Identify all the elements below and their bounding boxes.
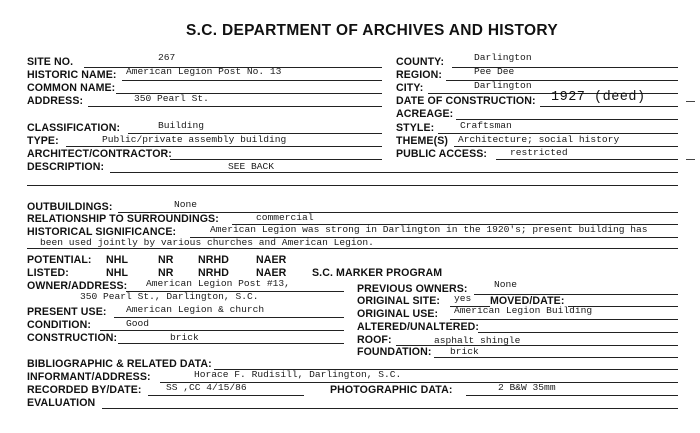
potential-label: POTENTIAL:: [27, 254, 92, 266]
bibliographic-label: BIBLIOGRAPHIC & RELATED DATA:: [27, 358, 212, 370]
condition-value: Good: [126, 318, 150, 329]
description-label: DESCRIPTION:: [27, 161, 105, 173]
site-no-value: 267: [158, 52, 176, 63]
historic-name-line: [122, 80, 382, 81]
listed-nhl: NHL: [106, 267, 129, 279]
previous-owners-label: PREVIOUS OWNERS:: [357, 283, 468, 295]
roof-value: asphalt shingle: [434, 335, 521, 346]
historic-name-label: HISTORIC NAME:: [27, 69, 117, 81]
owner-address-label: OWNER/ADDRESS:: [27, 280, 128, 292]
relationship-value: commercial: [256, 212, 314, 223]
informant-label: INFORMANT/ADDRESS:: [27, 371, 151, 383]
original-use-line: [450, 319, 678, 320]
margin-mark: [686, 159, 695, 160]
outbuildings-value: None: [174, 199, 198, 210]
original-use-value: American Legion Building: [454, 305, 593, 316]
original-site-label: ORIGINAL SITE:: [357, 295, 441, 307]
type-label: TYPE:: [27, 135, 59, 147]
type-line: [66, 146, 382, 147]
historical-significance-line-2: [27, 248, 678, 249]
common-name-label: COMMON NAME:: [27, 82, 116, 94]
recorded-by-line: [148, 395, 304, 396]
region-label: REGION:: [396, 69, 443, 81]
potential-nr: NR: [158, 254, 174, 266]
city-label: CITY:: [396, 82, 424, 94]
evaluation-label: EVALUATION: [27, 397, 96, 409]
architect-label: ARCHITECT/CONTRACTOR:: [27, 148, 172, 160]
original-use-label: ORIGINAL USE:: [357, 308, 439, 320]
date-of-construction-value: 1927 (deed): [551, 90, 646, 105]
acreage-label: ACREAGE:: [396, 108, 454, 120]
listed-naer: NAER: [256, 267, 287, 279]
owner-value-2: 350 Pearl St., Darlington, S.C.: [80, 291, 259, 302]
themes-value: Architecture; social history: [458, 134, 620, 145]
historical-significance-value-2: been used jointly by various churches and American Legion.: [40, 237, 374, 248]
original-site-value: yes: [454, 293, 472, 304]
foundation-line: [434, 357, 678, 358]
margin-mark: [686, 101, 695, 102]
county-value: Darlington: [474, 52, 532, 63]
listed-label: LISTED:: [27, 267, 69, 279]
informant-value: Horace F. Rudisill, Darlington, S.C.: [194, 369, 402, 380]
architect-line: [170, 159, 382, 160]
foundation-value: brick: [450, 346, 479, 357]
construction-line: [118, 343, 344, 344]
roof-label: ROOF:: [357, 334, 392, 346]
owner-value-1: American Legion Post #13,: [146, 278, 290, 289]
potential-naer: NAER: [256, 254, 287, 266]
classification-value: Building: [158, 120, 205, 131]
historic-name-value: American Legion Post No. 13: [126, 66, 282, 77]
photographic-data-label: PHOTOGRAPHIC DATA:: [330, 384, 453, 396]
public-access-line: [496, 159, 678, 160]
marker-program-label: S.C. MARKER PROGRAM: [312, 267, 443, 279]
address-line: [88, 106, 382, 107]
description-line-2: [27, 185, 678, 186]
site-no-label: SITE NO.: [27, 56, 74, 68]
altered-label: ALTERED/UNALTERED:: [357, 321, 480, 333]
description-line-1: [110, 172, 678, 173]
themes-label: THEME(S): [396, 135, 448, 147]
city-value: Darlington: [474, 80, 532, 91]
altered-line: [478, 332, 678, 333]
address-value: 350 Pearl St.: [134, 93, 209, 104]
photographic-data-line: [466, 395, 678, 396]
condition-label: CONDITION:: [27, 319, 91, 331]
potential-nhl: NHL: [106, 254, 129, 266]
potential-nrhd: NRHD: [198, 254, 230, 266]
present-use-label: PRESENT USE:: [27, 306, 107, 318]
historical-significance-label: HISTORICAL SIGNIFICANCE:: [27, 226, 177, 238]
classification-label: CLASSIFICATION:: [27, 122, 121, 134]
description-value: SEE BACK: [228, 161, 275, 172]
listed-nr: NR: [158, 267, 174, 279]
listed-nrhd: NRHD: [198, 267, 230, 279]
region-value: Pee Dee: [474, 66, 515, 77]
date-of-construction-label: DATE OF CONSTRUCTION:: [396, 95, 536, 107]
photographic-data-value: 2 B&W 35mm: [498, 382, 556, 393]
address-label: ADDRESS:: [27, 95, 84, 107]
public-access-label: PUBLIC ACCESS:: [396, 148, 488, 160]
county-label: COUNTY:: [396, 56, 445, 68]
construction-value: brick: [170, 332, 199, 343]
construction-label: CONSTRUCTION:: [27, 332, 118, 344]
style-label: STYLE:: [396, 122, 435, 134]
type-value: Public/private assembly building: [102, 134, 287, 145]
historical-significance-value-1: American Legion was strong in Darlington in the 1920's; present building has: [210, 224, 648, 235]
previous-owners-value: None: [494, 279, 518, 290]
recorded-by-value: SS ,CC 4/15/86: [166, 382, 247, 393]
page-title: S.C. DEPARTMENT OF ARCHIVES AND HISTORY: [186, 22, 558, 39]
foundation-label: FOUNDATION:: [357, 346, 432, 358]
condition-line: [100, 330, 344, 331]
relationship-label: RELATIONSHIP TO SURROUNDINGS:: [27, 213, 219, 225]
moved-date-label: MOVED/DATE:: [490, 295, 565, 307]
outbuildings-label: OUTBUILDINGS:: [27, 201, 113, 213]
present-use-value: American Legion & church: [126, 304, 265, 315]
date-of-construction-line: [540, 106, 678, 107]
style-value: Craftsman: [460, 120, 512, 131]
public-access-value: restricted: [510, 147, 568, 158]
evaluation-line: [102, 408, 678, 409]
recorded-by-label: RECORDED BY/DATE:: [27, 384, 142, 396]
